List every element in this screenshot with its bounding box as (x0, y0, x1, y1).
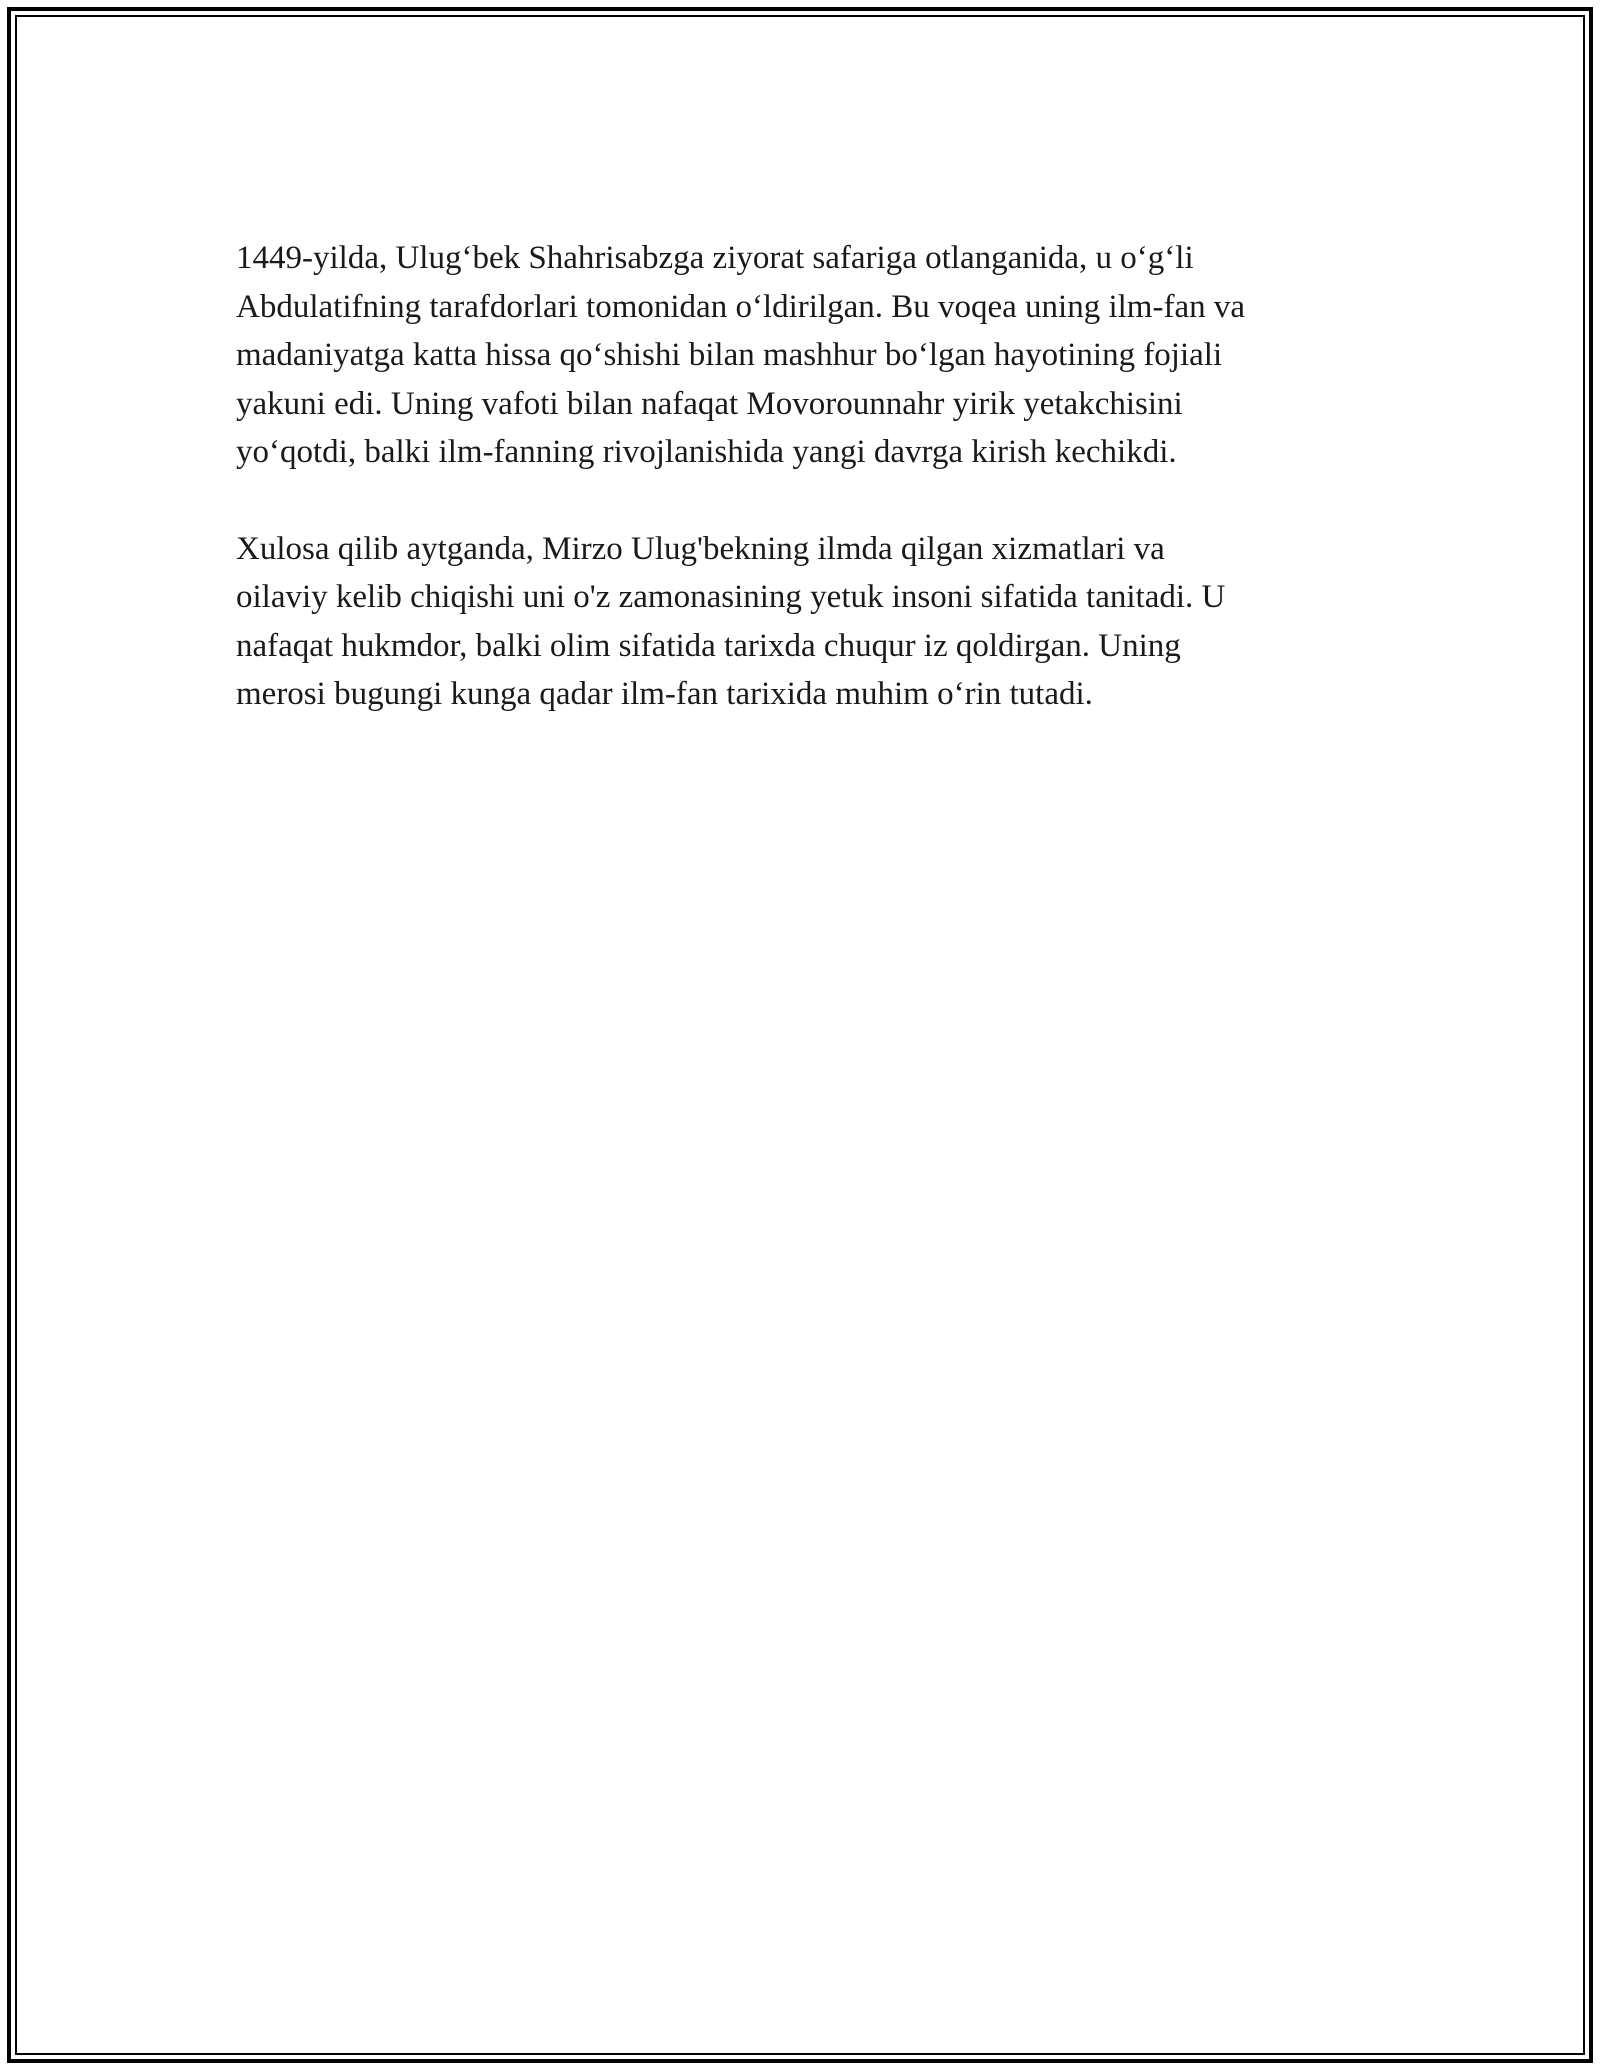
paragraph-2 (236, 525, 1376, 719)
text-line: Xulosa qilib aytganda, Mirzo Ulug'bekning ilmda qilgan xizmatlari va (236, 530, 1165, 567)
text-line: nafaqat hukmdor, balki olim sifatida tarixda chuqur iz qoldirgan. Uning (236, 627, 1181, 664)
text-line: yo‘qotdi, balki ilm-fanning rivojlanishida yangi davrga kirish kechikdi. (236, 434, 1177, 470)
paragraph-1 (236, 234, 1376, 477)
text-line: madaniyatga katta hissa qo‘shishi bilan mashhur bo‘lgan hayotining fojiali (236, 337, 1223, 373)
text-line: merosi bugungi kunga qadar ilm-fan tarixida muhim o‘rin tutadi. (236, 676, 1093, 712)
text-line: oilaviy kelib chiqishi uni o'z zamonasining yetuk insoni sifatida tanitadi. U (236, 579, 1226, 615)
text-line: yakuni edi. Uning vafoti bilan nafaqat Movorounnahr yirik yetakchisini (236, 385, 1183, 422)
text-line: Abdulatifning tarafdorlari tomonidan o‘ldirilgan. Bu voqea uning ilm-fan va (236, 288, 1245, 325)
text-line: 1449-yilda, Ulug‘bek Shahrisabzga ziyorat safariga otlanganida, u o‘g‘li (236, 240, 1194, 276)
document-body (236, 234, 1376, 767)
